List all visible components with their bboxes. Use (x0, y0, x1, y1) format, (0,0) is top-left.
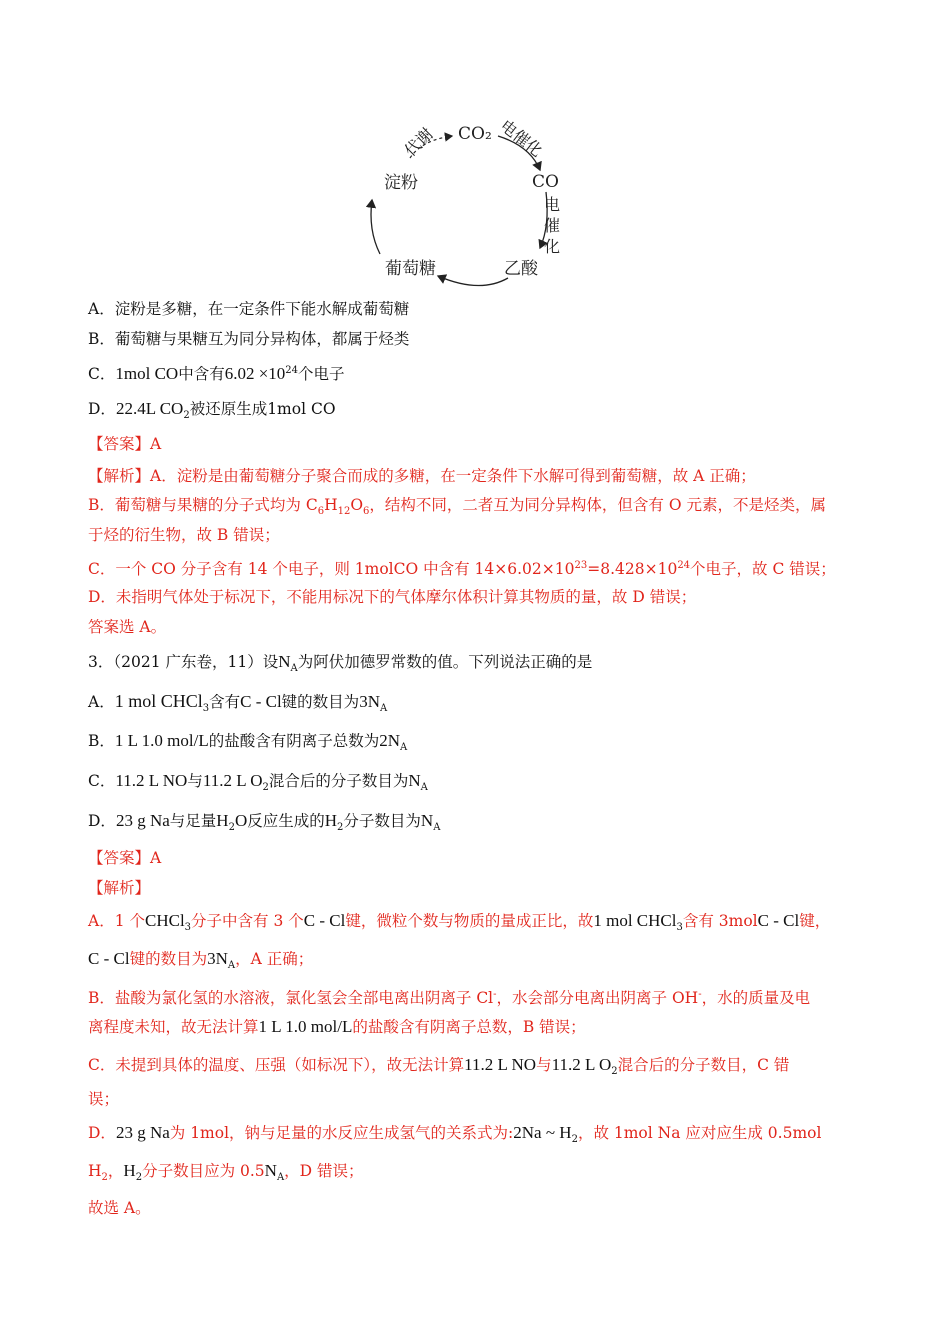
q2-analysis-line-6: 答案选 A。 (88, 618, 167, 636)
q3-final: 故选 A。 (88, 1199, 151, 1217)
q2-analysis-line-2: B．葡萄糖与果糖的分子式均为 $C_6H_{12}O_6$，结构不同，二者互为同分异构体，但含有 O 元素，不是烃类，属 (88, 496, 826, 518)
q2-answer: 【答案】A (88, 435, 162, 453)
metabolism-label: 代谢 (400, 124, 437, 161)
co-label: CO (532, 172, 559, 192)
acetic-label: 乙酸 (504, 259, 538, 279)
q3-analysis-d-line-1: D．23 g Na为 1mol，钠与足量的水反应生成氢气的关系式为:2Na ~ $H_2$，故 1mol Na 应对应生成 0.5mol (88, 1123, 822, 1146)
q2-analysis-line-1: 【解析】A．淀粉是由葡萄糖分子聚合而成的多糖，在一定条件下水解可得到葡萄糖，故 A 正确； (88, 467, 756, 485)
glucose-label: 葡萄糖 (385, 259, 436, 279)
q3-answer: 【答案】A (88, 849, 162, 867)
q3-option-b: B．1 L 1.0 mol/L的盐酸含有阴离子总数为$2N_A$ (88, 731, 408, 754)
q3-analysis-c-line-2: 误； (88, 1090, 120, 1108)
q2-analysis-line-3: 于烃的衍生物，故 B 错误； (88, 526, 280, 544)
q3-option-a: A．1 mol CHCl$_3$含有C - Cl键的数目为$3N_A$ (88, 691, 388, 715)
q3-analysis-d-line-2: $H_2$，$H_2$分子数目应为 $0.5N_A$，D 错误； (88, 1161, 364, 1184)
q2-option-c: C．1mol CO中含有$6.02 \times 10^{24}$个电子 (88, 364, 345, 384)
q2-option-b: B．葡萄糖与果糖互为同分异构体，都属于烃类 (88, 330, 410, 348)
q2-analysis-line-4: C．一个 CO 分子含有 14 个电子，则 1molCO 中含有 $14\times 6.02\times 10^{23}=8.428\times 10^{24}$个电子，故 C 错误； (88, 560, 836, 579)
acetic-to-glucose-arrow (438, 276, 508, 286)
q3-analysis-a-line-1: A．1 个CHCl$_3$分子中含有 3 个C - Cl键，微粒个数与物质的量成正比，故1 mol CHCl$_3$含有 3molC - Cl键， (88, 911, 831, 934)
q3-option-c: C．11.2 L NO与11.2 L $O_2$混合后的分子数目为$N_A$ (88, 771, 428, 794)
q3-analysis-b-line-2: 离程度未知，故无法计算1 L 1.0 mol/L的盐酸含有阴离子总数，B 错误； (88, 1017, 586, 1036)
co2-label: CO₂ (458, 124, 492, 144)
starch-label: 淀粉 (384, 173, 418, 193)
q3-analysis-a-line-2: C - Cl键的数目为$3N_A$，A 正确； (88, 949, 314, 972)
electrocatalysis-right-label: 电催化 (544, 195, 561, 256)
glucose-to-starch-arrow (371, 200, 380, 254)
electrocatalysis-top-label: 电催化 (496, 116, 547, 161)
q2-option-d: D．22.4L $CO_2$被还原生成1mol CO (88, 399, 336, 422)
q3-option-d: D．23 g Na与足量$H_2O$反应生成的$H_2$分子数目为$N_A$ (88, 811, 441, 834)
q3-analysis-head: 【解析】 (88, 879, 151, 897)
q2-option-a: A．淀粉是多糖，在一定条件下能水解成葡萄糖 (88, 300, 410, 318)
carbon-cycle-diagram (360, 108, 590, 298)
q2-analysis-line-5: D．未指明气体处于标况下，不能用标况下的气体摩尔体积计算其物质的量，故 D 错误； (88, 588, 697, 606)
q3-analysis-b-line-1: B．盐酸为氯化氢的水溶液，氯化氢会全部电离出阴离子 Cl-，水会部分电离出阴离子 OH-，水的质量及电 (88, 989, 811, 1008)
q3-stem: 3．（2021 广东卷，11）设$N_A$为阿伏加德罗常数的值。下列说法正确的是 (88, 652, 593, 675)
q3-analysis-c-line-1: C．未提到具体的温度、压强（如标况下），故无法计算11.2 L NO与11.2 L $O_2$混合后的分子数目，C 错 (88, 1055, 790, 1078)
